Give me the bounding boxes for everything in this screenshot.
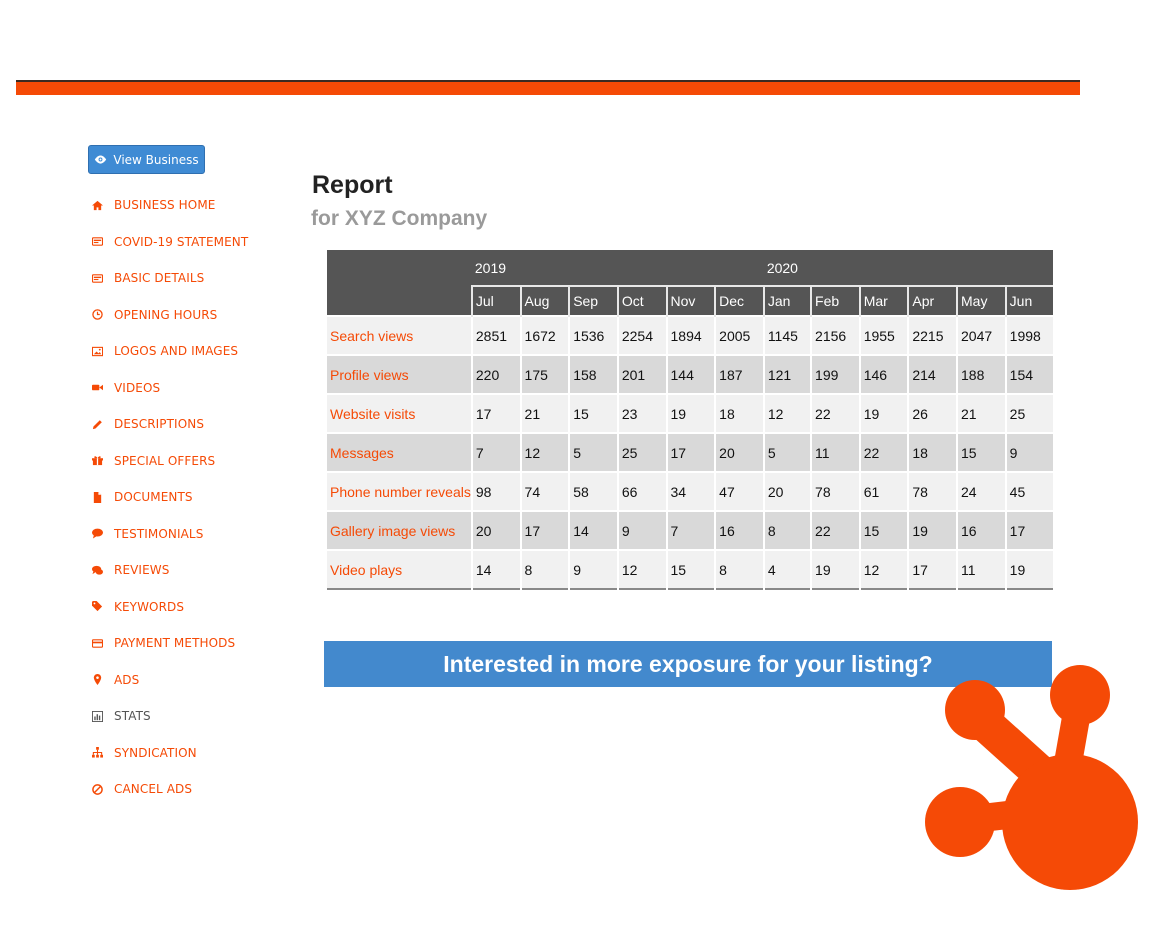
row-label: Video plays bbox=[327, 550, 472, 589]
nav-item-label: BASIC DETAILS bbox=[114, 271, 205, 285]
nav-item-label: BUSINESS HOME bbox=[114, 198, 216, 212]
year-header: 2020 bbox=[764, 250, 1053, 286]
table-cell: 22 bbox=[811, 394, 860, 433]
nav-item-label: SYNDICATION bbox=[114, 745, 197, 760]
nav-item-label: REVIEWS bbox=[114, 563, 170, 577]
nav-item-stats[interactable] bbox=[90, 707, 290, 725]
table-cell: 8 bbox=[764, 511, 811, 550]
month-header: Jan bbox=[764, 286, 811, 316]
table-cell: 175 bbox=[521, 355, 570, 394]
table-cell: 201 bbox=[618, 355, 667, 394]
table-cell: 19 bbox=[1006, 550, 1053, 589]
table-cell: 78 bbox=[811, 472, 860, 511]
nav-item-label: VIDEOS bbox=[114, 380, 161, 395]
table-cell: 7 bbox=[667, 511, 716, 550]
nav-item-reviews[interactable] bbox=[90, 561, 290, 579]
year-header: 2019 bbox=[472, 250, 764, 286]
nav-item-special-offers[interactable] bbox=[90, 452, 290, 470]
nav-item-testimonials[interactable] bbox=[90, 525, 290, 543]
nav-item-label: TESTIMONIALS bbox=[114, 526, 204, 541]
table-cell: 5 bbox=[764, 433, 811, 472]
table-cell: 22 bbox=[860, 433, 909, 472]
nav-item-cancel-ads[interactable] bbox=[90, 780, 290, 798]
table-cell: 2215 bbox=[908, 316, 957, 355]
table-cell: 17 bbox=[908, 550, 957, 589]
table-cell: 17 bbox=[667, 433, 716, 472]
row-label: Messages bbox=[327, 433, 472, 472]
table-cell: 15 bbox=[667, 550, 716, 589]
nav-item-label: LOGOS AND IMAGES bbox=[114, 344, 239, 358]
table-cell: 22 bbox=[811, 511, 860, 550]
table-cell: 47 bbox=[715, 472, 764, 511]
clock-icon bbox=[90, 308, 104, 322]
page-subtitle: for XYZ Company bbox=[311, 207, 488, 230]
comments-icon bbox=[90, 563, 104, 577]
view-business-label: View Business bbox=[113, 152, 199, 167]
month-header: Jul bbox=[472, 286, 521, 316]
table-row bbox=[327, 355, 1053, 394]
row-label: Search views bbox=[327, 316, 472, 355]
table-cell: 5 bbox=[569, 433, 618, 472]
table-cell: 34 bbox=[667, 472, 716, 511]
month-header: Feb bbox=[811, 286, 860, 316]
nav-item-videos[interactable] bbox=[90, 379, 290, 397]
table-cell: 2047 bbox=[957, 316, 1006, 355]
table-cell: 2005 bbox=[715, 316, 764, 355]
nav-item-label: STATS bbox=[114, 709, 151, 723]
table-cell: 187 bbox=[715, 355, 764, 394]
table-row bbox=[327, 550, 1053, 589]
nav-item-label: COVID-19 STATEMENT bbox=[114, 234, 249, 249]
row-label: Website visits bbox=[327, 394, 472, 433]
nav-item-label: DESCRIPTIONS bbox=[114, 417, 205, 431]
table-cell: 9 bbox=[1006, 433, 1053, 472]
page-title: Report bbox=[312, 171, 393, 199]
table-cell: 66 bbox=[618, 472, 667, 511]
year-header-row bbox=[327, 250, 1053, 286]
nav-item-covid-19-statement[interactable] bbox=[90, 233, 290, 251]
table-cell: 19 bbox=[811, 550, 860, 589]
row-label: Phone number reveals bbox=[327, 472, 472, 511]
card-icon bbox=[90, 271, 104, 285]
ban-icon bbox=[90, 782, 104, 796]
table-cell: 61 bbox=[860, 472, 909, 511]
nav-item-label: PAYMENT METHODS bbox=[114, 636, 236, 650]
table-cell: 9 bbox=[618, 511, 667, 550]
table-cell: 12 bbox=[860, 550, 909, 589]
nav-item-keywords[interactable] bbox=[90, 598, 290, 616]
table-cell: 98 bbox=[472, 472, 521, 511]
table-cell: 18 bbox=[715, 394, 764, 433]
table-cell: 14 bbox=[569, 511, 618, 550]
pencil-icon bbox=[90, 417, 104, 431]
table-corner-cell bbox=[327, 250, 472, 316]
table-cell: 1894 bbox=[667, 316, 716, 355]
table-cell: 12 bbox=[764, 394, 811, 433]
nav-item-payment-methods[interactable] bbox=[90, 634, 290, 652]
table-cell: 12 bbox=[521, 433, 570, 472]
table-cell: 17 bbox=[1006, 511, 1053, 550]
nav-item-descriptions[interactable] bbox=[90, 415, 290, 433]
table-cell: 78 bbox=[908, 472, 957, 511]
nav-item-label: DOCUMENTS bbox=[114, 490, 193, 504]
month-header: Nov bbox=[667, 286, 716, 316]
nav-item-label: OPENING HOURS bbox=[114, 307, 218, 322]
image-icon bbox=[90, 344, 104, 358]
report-table bbox=[327, 250, 1053, 590]
table-cell: 8 bbox=[715, 550, 764, 589]
home-icon bbox=[90, 198, 104, 212]
table-cell: 15 bbox=[569, 394, 618, 433]
table-cell: 19 bbox=[860, 394, 909, 433]
map-marker-icon bbox=[90, 673, 104, 687]
nav-item-label: CANCEL ADS bbox=[114, 782, 193, 796]
month-header: Dec bbox=[715, 286, 764, 316]
table-cell: 17 bbox=[521, 511, 570, 550]
table-cell: 214 bbox=[908, 355, 957, 394]
table-cell: 25 bbox=[1006, 394, 1053, 433]
table-cell: 23 bbox=[618, 394, 667, 433]
table-cell: 20 bbox=[715, 433, 764, 472]
month-header: Jun bbox=[1006, 286, 1053, 316]
table-cell: 121 bbox=[764, 355, 811, 394]
table-cell: 7 bbox=[472, 433, 521, 472]
table-cell: 4 bbox=[764, 550, 811, 589]
table-cell: 15 bbox=[860, 511, 909, 550]
month-header: Apr bbox=[908, 286, 957, 316]
table-cell: 15 bbox=[957, 433, 1006, 472]
month-header: Sep bbox=[569, 286, 618, 316]
table-cell: 19 bbox=[667, 394, 716, 433]
nav-item-business-home[interactable] bbox=[90, 196, 290, 214]
top-accent-bar bbox=[16, 80, 1080, 95]
table-cell: 14 bbox=[472, 550, 521, 589]
table-cell: 199 bbox=[811, 355, 860, 394]
table-cell: 2156 bbox=[811, 316, 860, 355]
table-cell: 16 bbox=[957, 511, 1006, 550]
table-cell: 19 bbox=[908, 511, 957, 550]
month-header: Mar bbox=[860, 286, 909, 316]
table-cell: 12 bbox=[618, 550, 667, 589]
table-cell: 11 bbox=[957, 550, 1006, 589]
table-row bbox=[327, 394, 1053, 433]
table-cell: 1955 bbox=[860, 316, 909, 355]
sitemap-icon bbox=[90, 746, 104, 760]
tags-icon bbox=[90, 600, 104, 614]
bar-chart-icon bbox=[90, 709, 104, 723]
table-cell: 16 bbox=[715, 511, 764, 550]
table-cell: 26 bbox=[908, 394, 957, 433]
table-cell: 11 bbox=[811, 433, 860, 472]
comment-icon bbox=[90, 527, 104, 541]
credit-card-icon bbox=[90, 636, 104, 650]
table-cell: 25 bbox=[618, 433, 667, 472]
table-cell: 1998 bbox=[1006, 316, 1053, 355]
row-label: Profile views bbox=[327, 355, 472, 394]
month-header: May bbox=[957, 286, 1006, 316]
nav-item-label: SPECIAL OFFERS bbox=[114, 453, 216, 468]
table-cell: 188 bbox=[957, 355, 1006, 394]
video-icon bbox=[90, 381, 104, 395]
table-row bbox=[327, 472, 1053, 511]
table-row bbox=[327, 316, 1053, 355]
nav-item-label: KEYWORDS bbox=[114, 599, 185, 614]
table-row bbox=[327, 433, 1053, 472]
table-cell: 154 bbox=[1006, 355, 1053, 394]
card-icon bbox=[90, 235, 104, 249]
table-cell: 220 bbox=[472, 355, 521, 394]
month-header: Aug bbox=[521, 286, 570, 316]
nav-item-ads[interactable] bbox=[90, 671, 290, 689]
table-cell: 9 bbox=[569, 550, 618, 589]
nav-item-documents[interactable] bbox=[90, 488, 290, 506]
nav-item-basic-details[interactable] bbox=[90, 269, 290, 287]
table-cell: 21 bbox=[957, 394, 1006, 433]
month-header: Oct bbox=[618, 286, 667, 316]
table-cell: 24 bbox=[957, 472, 1006, 511]
brand-logo bbox=[920, 660, 1145, 890]
table-cell: 45 bbox=[1006, 472, 1053, 511]
table-cell: 74 bbox=[521, 472, 570, 511]
nav-item-label: ADS bbox=[114, 672, 140, 687]
table-row bbox=[327, 511, 1053, 550]
table-cell: 18 bbox=[908, 433, 957, 472]
document-icon bbox=[90, 490, 104, 504]
gift-icon bbox=[90, 454, 104, 468]
view-business-button[interactable] bbox=[88, 145, 205, 174]
table-cell: 146 bbox=[860, 355, 909, 394]
nav-item-logos-and-images[interactable] bbox=[90, 342, 290, 360]
table-cell: 2254 bbox=[618, 316, 667, 355]
table-cell: 58 bbox=[569, 472, 618, 511]
table-cell: 20 bbox=[764, 472, 811, 511]
table-cell: 17 bbox=[472, 394, 521, 433]
table-cell: 1672 bbox=[521, 316, 570, 355]
table-cell: 21 bbox=[521, 394, 570, 433]
eye-icon bbox=[94, 155, 107, 164]
more-exposure-banner[interactable]: Interested in more exposure for your listing? bbox=[324, 641, 1052, 687]
nav-item-opening-hours[interactable] bbox=[90, 306, 290, 324]
table-cell: 1536 bbox=[569, 316, 618, 355]
row-label: Gallery image views bbox=[327, 511, 472, 550]
nav-item-syndication[interactable] bbox=[90, 744, 290, 762]
table-cell: 8 bbox=[521, 550, 570, 589]
table-cell: 2851 bbox=[472, 316, 521, 355]
table-cell: 158 bbox=[569, 355, 618, 394]
table-cell: 20 bbox=[472, 511, 521, 550]
table-cell: 1145 bbox=[764, 316, 811, 355]
table-cell: 144 bbox=[667, 355, 716, 394]
